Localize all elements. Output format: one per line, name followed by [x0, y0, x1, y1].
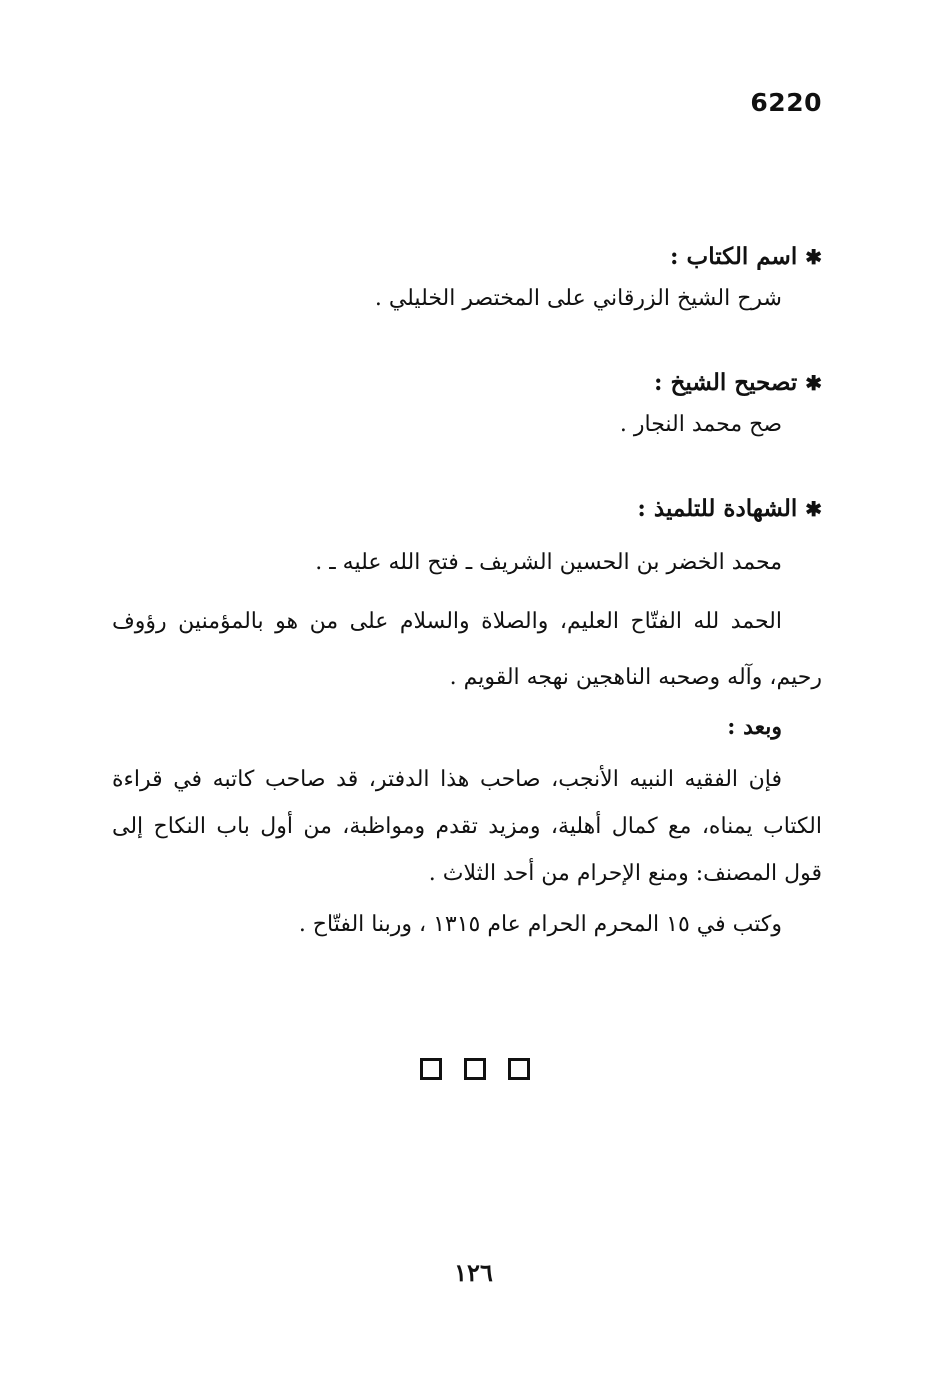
book-title-heading [112, 236, 822, 278]
certificate-heading [112, 488, 822, 530]
certificate-heading-text: الشهادة للتلميذ : [637, 495, 798, 522]
student-line: محمد الخضر بن الحسين الشريف ـ فتح الله عليه ـ . [315, 550, 782, 575]
page-content [112, 236, 822, 953]
section-divider [420, 1058, 530, 1080]
closing-line: وكتب في ١٥ المحرم الحرام عام ١٣١٥ ، وربنا الفتّاح . [298, 912, 782, 937]
page-code: 6220 [750, 88, 822, 117]
body-paragraph: فإن الفقيه النبيه الأنجب، صاحب هذا الدفتر، قد صاحب كاتبه في قراءة الكتاب يمناه، مع كمال أهلية، ومزيد تقدم ومواظبة، من أول باب النكاح إلى قول المصنف: ومنع الإحرام من أحد الثلاث . [112, 767, 822, 886]
book-title-heading-text: اسم الكتاب : [670, 243, 798, 270]
correction-heading [112, 362, 822, 404]
correction-value: صح محمد النجار . [619, 412, 782, 437]
book-title-value: شرح الشيخ الزرقاني على المختصر الخليلي . [374, 286, 782, 311]
square-ornament-icon [508, 1058, 530, 1080]
praise-paragraph: الحمد لله الفتّاح العليم، والصلاة والسلام على من هو بالمؤمنين رؤوف رحيم، وآله وصحبه الناهجين نهجه القويم . [112, 609, 822, 690]
square-ornament-icon [420, 1058, 442, 1080]
bullet-star-icon: ✱ [805, 497, 822, 521]
square-ornament-icon [464, 1058, 486, 1080]
page-number: ١٢٦ [454, 1258, 493, 1287]
ba3d-label: وبعد : [727, 714, 782, 740]
correction-heading-text: تصحيح الشيخ : [654, 369, 798, 396]
bullet-star-icon: ✱ [805, 245, 822, 269]
bullet-star-icon: ✱ [805, 371, 822, 395]
